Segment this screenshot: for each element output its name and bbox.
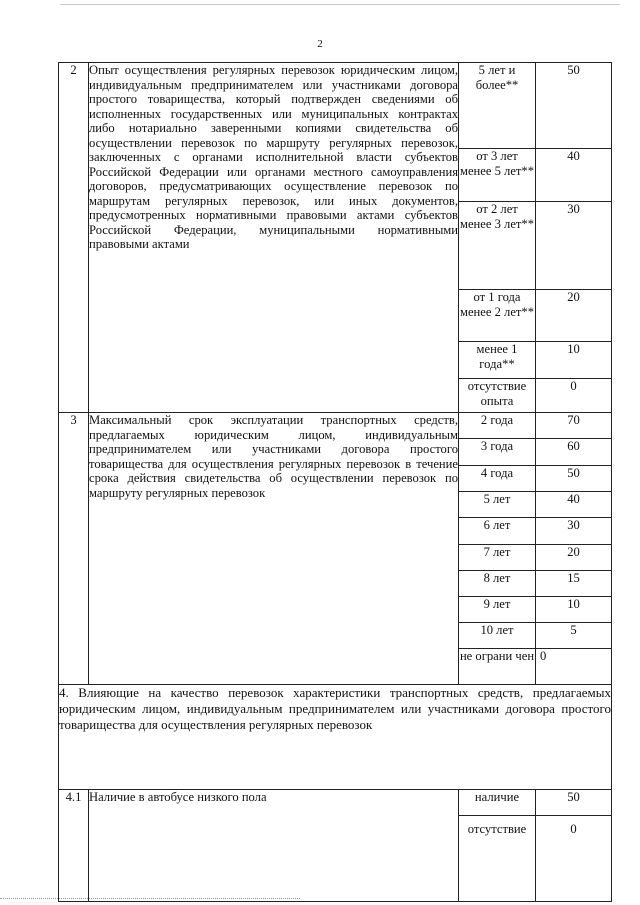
category-cell: 8 лет [459, 571, 536, 597]
table-row [59, 413, 612, 439]
category-cell: от 3 лет менее 5 лет** [459, 149, 536, 202]
criterion-description: Опыт осуществления регулярных перевозок юридическим лицом, индивидуальным предпринимателем или участниками договора простого товарищества, который подтвержден сведениями об исполненных государственных или муниципальных контрактах либо нотариально заверенными копиями свидетельства об осуществлении перевозок по маршруту регулярных перевозок, заключенных с органами исполнительной власти субъектов Российской Федерации или органами местного самоуправления договоров, предусматривающих осуществление перевозок по маршрутам регулярных перевозок, или иных документов, предусмотренных нормативными правовыми актами субъектов Российской Федерации, муниципальными нормативными правовыми актами [89, 63, 459, 413]
score-cell: 50 [536, 63, 612, 149]
score-cell: 5 [536, 623, 612, 649]
category-cell: 3 года [459, 439, 536, 466]
score-cell: 10 [536, 597, 612, 623]
page-number: 2 [317, 38, 323, 50]
section-heading: 4. Влияющие на качество перевозок характеристики транспортных средств, предлагаемых юридическим лицом, индивидуальным предпринимателем или участниками договора простого товарищества для осуществления регулярных перевозок [59, 685, 612, 790]
category-cell: не ограни чен [459, 649, 536, 685]
score-cell: 30 [536, 202, 612, 290]
score-cell: 10 [536, 342, 612, 379]
score-cell: 30 [536, 518, 612, 545]
category-cell: 7 лет [459, 545, 536, 571]
category-cell: 5 лет и более** [459, 63, 536, 149]
category-cell: от 1 года менее 2 лет** [459, 290, 536, 342]
score-cell: 60 [536, 439, 612, 466]
bottom-edge-marks [0, 898, 300, 902]
criteria-table [58, 62, 612, 902]
category-cell: наличие [459, 790, 536, 816]
score-cell: 0 [536, 816, 612, 902]
row-number: 4.1 [59, 790, 89, 902]
category-cell: 4 года [459, 466, 536, 492]
score-cell: 20 [536, 290, 612, 342]
score-cell: 0 [536, 649, 612, 685]
row-number: 3 [59, 413, 89, 685]
row-number: 2 [59, 63, 89, 413]
score-cell: 0 [536, 379, 612, 413]
category-cell: от 2 лет менее 3 лет** [459, 202, 536, 290]
category-cell: отсутствие [459, 816, 536, 902]
category-cell: менее 1 года** [459, 342, 536, 379]
category-cell: 6 лет [459, 518, 536, 545]
table-row [59, 790, 612, 816]
top-border-line [60, 4, 620, 5]
table-row [59, 63, 612, 149]
score-cell: 20 [536, 545, 612, 571]
category-cell: 5 лет [459, 492, 536, 518]
score-cell: 50 [536, 790, 612, 816]
category-cell: 9 лет [459, 597, 536, 623]
criterion-description: Наличие в автобусе низкого пола [89, 790, 459, 902]
score-cell: 70 [536, 413, 612, 439]
score-cell: 40 [536, 492, 612, 518]
score-cell: 40 [536, 149, 612, 202]
score-cell: 50 [536, 466, 612, 492]
category-cell: 2 года [459, 413, 536, 439]
category-cell: отсутствие опыта [459, 379, 536, 413]
score-cell: 15 [536, 571, 612, 597]
category-cell: 10 лет [459, 623, 536, 649]
table-row [59, 685, 612, 790]
criterion-description: Максимальный срок эксплуатации транспортных средств, предлагаемых юридическим лицом, индивидуальным предпринимателем или участниками договора простого товарищества для осуществления регулярных перевозок в течение срока действия свидетельства об осуществлении перевозок по маршруту регулярных перевозок [89, 413, 459, 685]
